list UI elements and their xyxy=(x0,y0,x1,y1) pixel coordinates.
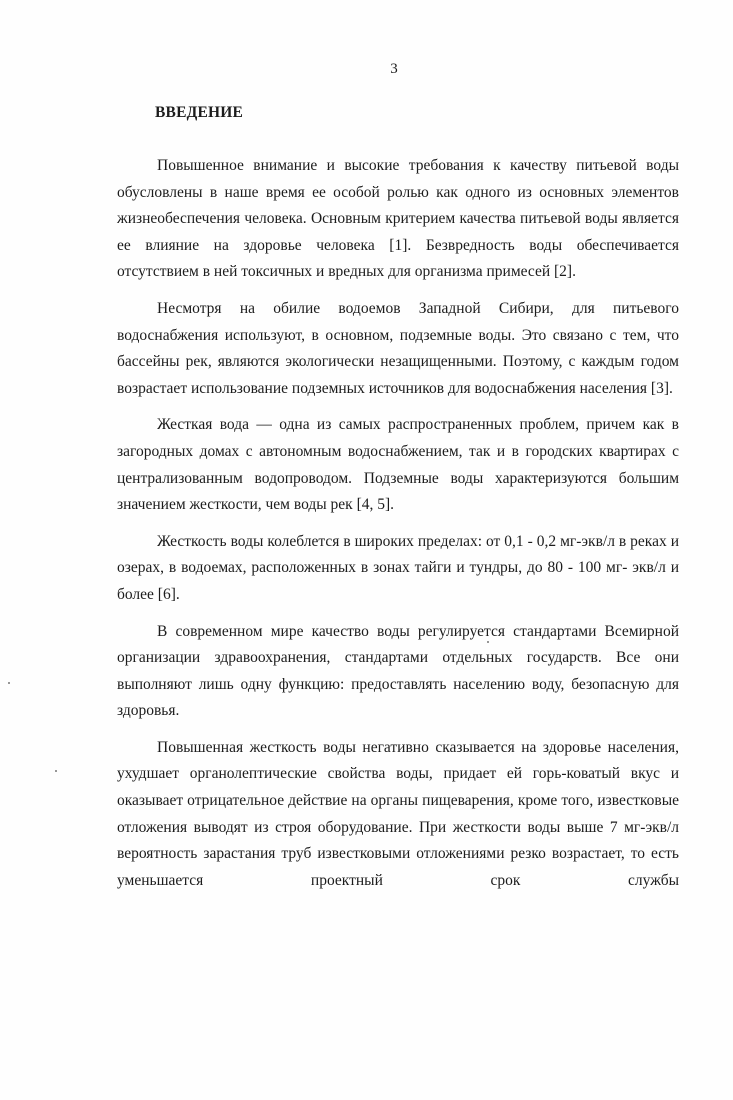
paragraph: Жесткая вода — одна из самых распространенных проблем, причем как в загородных домах с автономным водоснабжением, так и в городских квартирах с централизованным водопроводом. Подземные воды характеризуются большим значением жесткости, чем воды рек [4, 5]. xyxy=(117,416,679,514)
scan-speck xyxy=(8,682,10,684)
paragraph: Повышенная жесткость воды негативно сказывается на здоровье населения, ухудшает органолептические свойства воды, придает ей горь-коватый вкус и оказывает отрицательное действие на органы пищеварения, кроме того, известковые отложения выводят из строя оборудование. При жесткости воды выше 7 мг-экв/л вероятность зарастания труб известковыми отложениями резко возрастает, то есть уменьшается проектный срок службы xyxy=(117,738,679,889)
paragraph: Несмотря на обилие водоемов Западной Сибири, для питьевого водоснабжения используют, в основном, подземные воды. Это связано с тем, что бассейны рек, являются экологически незащищенными. Поэтому, с каждым годом возрастает использование подземных источников для водоснабжения населения [3]. xyxy=(117,299,679,397)
scan-speck xyxy=(55,770,57,772)
section-heading: ВВЕДЕНИЕ xyxy=(155,104,244,121)
body-text xyxy=(117,153,679,904)
paragraph: Повышенное внимание и высокие требования к качеству питьевой воды обусловлены в наше время ее особой ролью как одного из основных элементов жизнеобеспечения человека. Основным критерием качества питьевой воды является ее влияние на здоровье человека [1]. Безвредность воды обеспечивается отсутствием в ней токсичных и вредных для организма примесей [2]. xyxy=(117,157,679,281)
scan-speck xyxy=(487,641,489,643)
paragraph: В современном мире качество воды регулируется стандартами Всемирной организации здравоохранения, стандартами отдельных государств. Все они выполняют лишь одну функцию: предоставлять населению воду, безопасную для здоровья. xyxy=(117,622,679,720)
paragraph: Жесткость воды колеблется в широких пределах: от 0,1 - 0,2 мг-экв/л в реках и озерах, в водоемах, расположенных в зонах тайги и тундры, до 80 - 100 мг- экв/л и более [6]. xyxy=(117,532,679,603)
page-number: 3 xyxy=(390,61,398,77)
